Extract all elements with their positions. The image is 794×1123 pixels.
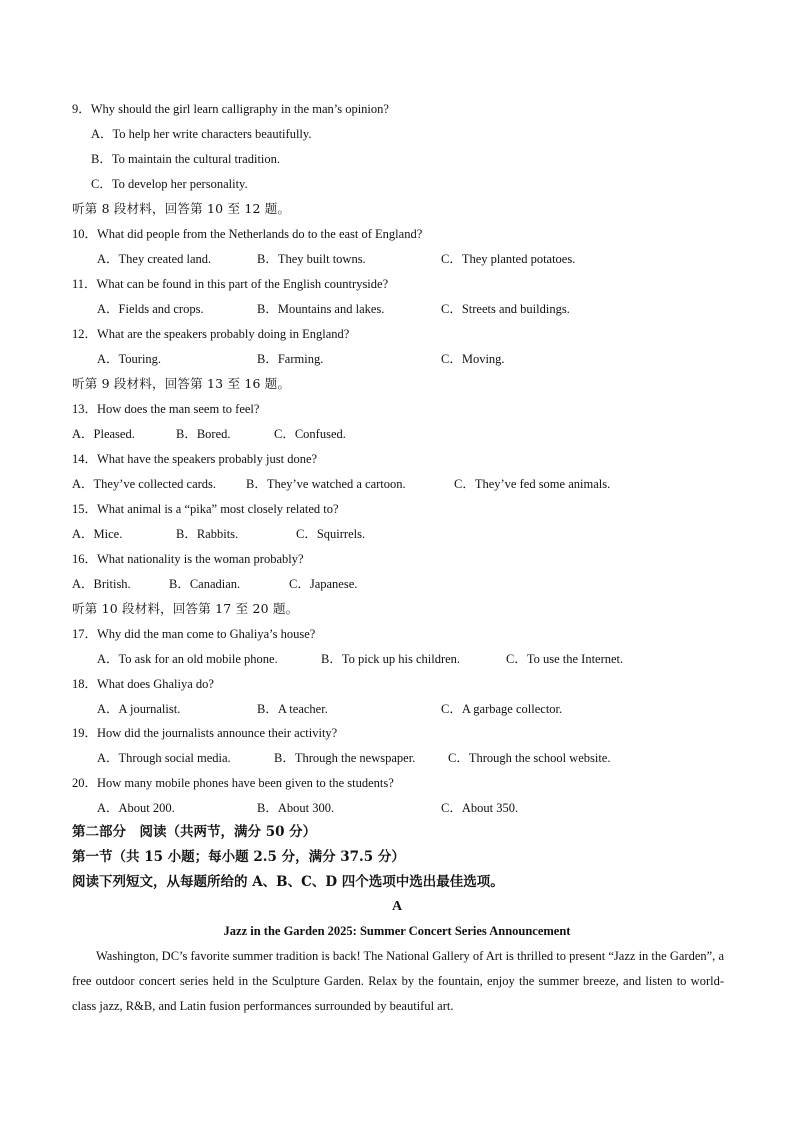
question-9-option-b[interactable]: B．To maintain the cultural tradition. (91, 152, 281, 166)
question-13-option-a[interactable]: A．Pleased. (72, 427, 135, 441)
question-17-option-a[interactable]: A．To ask for an old mobile phone. (97, 652, 278, 666)
question-16-stem: 16．What nationality is the woman probably? (72, 552, 304, 566)
listening-instruction-9: 听第 9 段材料，回答第 13 至 16 题。 (72, 376, 291, 391)
listening-instruction-10: 听第 10 段材料，回答第 17 至 20 题。 (72, 601, 299, 616)
question-19-option-c[interactable]: C．Through the school website. (448, 751, 611, 765)
question-11-option-a[interactable]: A．Fields and crops. (97, 302, 204, 316)
passage-paragraph: Washington, DC’s favorite summer tradition is back! The National Gallery of Art is thrilled to present “Jazz in the Garden”, a free outdoor concert series held in the Sculpture Garden. Relax by the fountain, enjoy the summer breeze, and listen to world-class jazz, R&B, and Latin fusion performances surrounded by beautiful art. (72, 949, 724, 1013)
section-one-title: 第一节（共 15 小题；每小题 2.5 分，满分 37.5 分） (72, 849, 405, 865)
question-13-option-c[interactable]: C．Confused. (274, 427, 346, 441)
question-12-stem: 12．What are the speakers probably doing in England? (72, 327, 350, 341)
question-15-option-c[interactable]: C．Squirrels. (296, 527, 366, 541)
question-17-option-c[interactable]: C．To use the Internet. (506, 652, 624, 666)
listening-instruction-8: 听第 8 段材料，回答第 10 至 12 题。 (72, 201, 291, 216)
question-18-option-b[interactable]: B．A teacher. (257, 702, 328, 716)
part-two-title: 第二部分 阅读（共两节，满分 50 分） (72, 824, 317, 840)
question-20-option-a[interactable]: A．About 200. (97, 801, 175, 815)
question-16-option-c[interactable]: C．Japanese. (289, 577, 358, 591)
question-14-option-a[interactable]: A．They’ve collected cards. (72, 477, 217, 491)
question-12-option-a[interactable]: A．Touring. (97, 352, 162, 366)
question-20-stem: 20．How many mobile phones have been given to the students? (72, 776, 394, 790)
question-14-option-b[interactable]: B．They’ve watched a cartoon. (246, 477, 406, 491)
question-13-stem: 13．How does the man seem to feel? (72, 402, 260, 416)
question-10-option-c[interactable]: C．They planted potatoes. (441, 252, 576, 266)
question-15-option-b[interactable]: B．Rabbits. (176, 527, 239, 541)
question-12-option-c[interactable]: C．Moving. (441, 352, 505, 366)
question-18-option-a[interactable]: A．A journalist. (97, 702, 181, 716)
question-16-option-b[interactable]: B．Canadian. (169, 577, 241, 591)
question-10-stem: 10．What did people from the Netherlands do to the east of England? (72, 227, 423, 241)
question-11-option-b[interactable]: B．Mountains and lakes. (257, 302, 385, 316)
question-10-option-a[interactable]: A．They created land. (97, 252, 212, 266)
question-19-stem: 19．How did the journalists announce their activity? (72, 726, 338, 740)
question-18-option-c[interactable]: C．A garbage collector. (441, 702, 563, 716)
question-10-option-b[interactable]: B．They built towns. (257, 252, 366, 266)
question-14-option-c[interactable]: C．They’ve fed some animals. (454, 477, 611, 491)
question-20-option-b[interactable]: B．About 300. (257, 801, 335, 815)
question-9-option-c[interactable]: C．To develop her personality. (91, 177, 248, 191)
question-15-stem: 15．What animal is a “pika” most closely related to? (72, 502, 339, 516)
question-18-stem: 18．What does Ghaliya do? (72, 677, 214, 691)
question-19-option-a[interactable]: A．Through social media. (97, 751, 231, 765)
question-19-option-b[interactable]: B．Through the newspaper. (274, 751, 416, 765)
question-20-option-c[interactable]: C．About 350. (441, 801, 519, 815)
question-15-option-a[interactable]: A．Mice. (72, 527, 123, 541)
question-17-stem: 17．Why did the man come to Ghaliya’s house? (72, 627, 316, 641)
question-9-option-a[interactable]: A．To help her write characters beautifully. (91, 127, 312, 141)
question-9-stem: 9．Why should the girl learn calligraphy in the man’s opinion? (72, 102, 389, 116)
question-13-option-b[interactable]: B．Bored. (176, 427, 231, 441)
question-17-option-b[interactable]: B．To pick up his children. (321, 652, 461, 666)
question-11-option-c[interactable]: C．Streets and buildings. (441, 302, 570, 316)
question-14-stem: 14．What have the speakers probably just done? (72, 452, 318, 466)
question-11-stem: 11．What can be found in this part of the English countryside? (72, 277, 389, 291)
passage-title: Jazz in the Garden 2025: Summer Concert Series Announcement (223, 924, 571, 938)
passage-letter: A (391, 899, 403, 914)
question-12-option-b[interactable]: B．Farming. (257, 352, 324, 366)
question-16-option-a[interactable]: A．British. (72, 577, 131, 591)
reading-instruction: 阅读下列短文，从每题所给的 A、B、C、D 四个选项中选出最佳选项。 (72, 874, 504, 890)
